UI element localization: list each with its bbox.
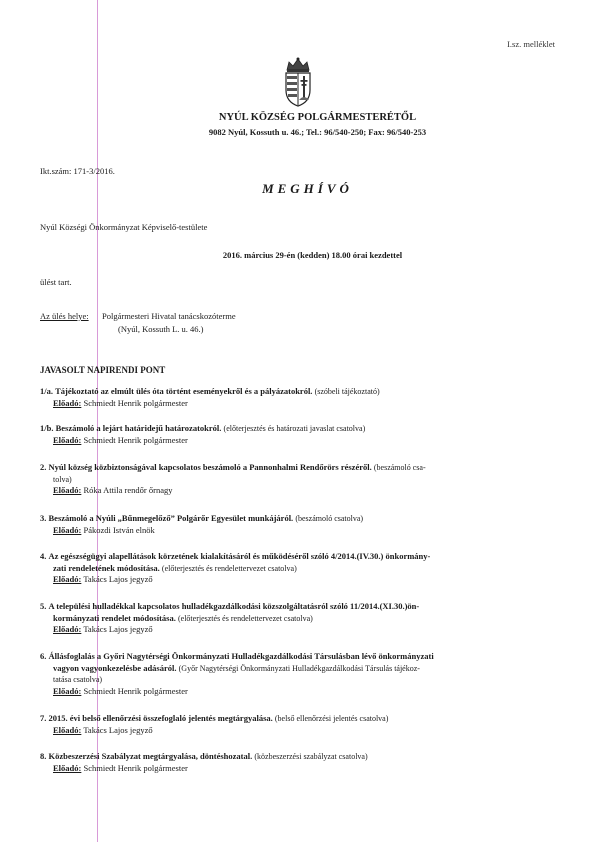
presenter-name: Schmiedt Henrik polgármester xyxy=(83,397,188,408)
item-note-cont: tatása csatolva) xyxy=(53,675,103,684)
agenda-item xyxy=(40,601,560,636)
item-number: 3. xyxy=(40,513,47,523)
item-number: 2. xyxy=(40,462,47,472)
item-note: (beszámoló csa- xyxy=(373,463,426,472)
agenda-item xyxy=(40,462,560,497)
item-note: (előterjesztés és határozati javaslat csatolva) xyxy=(223,424,366,433)
item-title-cont: vagyon vagyonkezelésbe adásáról. xyxy=(53,662,177,673)
item-note: (közbeszerzési szabályzat csatolva) xyxy=(254,752,368,761)
agenda-title: JAVASOLT NAPIRENDI PONT xyxy=(40,365,166,375)
item-title: Tájékoztató az elmúlt ülés óta történt eseményekről és a pályázatokról. xyxy=(55,386,313,396)
presenter-label: Előadó: xyxy=(53,397,82,408)
item-note-cont: tolva) xyxy=(53,474,72,484)
annex-label: I.sz. melléklet xyxy=(507,39,555,49)
presenter-label: Előadó: xyxy=(53,434,82,445)
agenda-item xyxy=(40,651,560,697)
item-title: Az egészségügyi alapellátások körzetének kialakításáról és működéséről szóló 4/2014.(IV.30.) önkormány- xyxy=(48,551,431,561)
item-note: (előterjesztés és rendelettervezet csatolva) xyxy=(161,563,297,573)
presenter-name: Pákozdi István elnök xyxy=(83,524,155,535)
body-line-2: ülést tart. xyxy=(40,277,72,287)
document-title: MEGHÍVÓ xyxy=(262,181,353,196)
agenda-item xyxy=(40,713,560,736)
agenda-item xyxy=(40,513,560,536)
item-number: 6. xyxy=(40,651,47,661)
meeting-date: 2016. március 29-én (kedden) 18.00 órai kezdettel xyxy=(222,250,403,260)
item-title: Beszámoló a lejárt határidejű határozatokról. xyxy=(55,423,222,433)
agenda-item xyxy=(40,751,560,774)
item-title: Beszámoló a Nyúli „Bűnmegelőző” Polgárőr Egyesület munkájáról. xyxy=(48,513,294,523)
item-title-cont: kormányzati rendelet módosítása. xyxy=(53,612,176,623)
item-number: 7. xyxy=(40,713,47,723)
item-note: (Győr Nagytérségi Önkormányzati Hulladékgazdálkodási Társulás tájékoz- xyxy=(178,663,420,673)
item-number: 8. xyxy=(40,751,47,761)
item-title: 2015. évi belső ellenőrzési összefoglaló jelentés megtárgyalása. xyxy=(48,713,273,723)
presenter-label: Előadó: xyxy=(53,624,82,634)
item-number: 5. xyxy=(40,601,47,611)
venue-line-2: (Nyúl, Kossuth L. u. 46.) xyxy=(118,324,204,334)
presenter-label: Előadó: xyxy=(53,724,82,735)
agenda-item xyxy=(40,386,560,409)
item-number: 1/a. xyxy=(40,386,53,396)
presenter-label: Előadó: xyxy=(53,574,82,584)
item-number: 1/b. xyxy=(40,423,54,433)
item-note: (belső ellenőrzési jelentés csatolva) xyxy=(274,714,389,723)
presenter-name: Róka Attila rendőr őrnagy xyxy=(83,485,173,495)
presenter-label: Előadó: xyxy=(53,485,82,495)
agenda-item xyxy=(40,551,560,586)
issuer-address: 9082 Nyúl, Kossuth u. 46.; Tel.: 96/540-250; Fax: 96/540-253 xyxy=(208,127,427,137)
presenter-name: Takács Lajos jegyző xyxy=(83,624,153,634)
venue-line-1: Polgármesteri Hivatal tanácskozóterme xyxy=(102,311,236,321)
issuer-title: NYÚL KÖZSÉG POLGÁRMESTERÉTŐL xyxy=(218,112,417,123)
item-title: Nyúl község közbiztonságával kapcsolatos beszámoló a Pannonhalmi Rendőrörs részéről. xyxy=(48,462,372,472)
presenter-label: Előadó: xyxy=(53,685,82,696)
venue-label: Az ülés helye: xyxy=(40,311,89,321)
agenda-item xyxy=(40,423,560,446)
body-line-1: Nyúl Községi Önkormányzat Képviselő-testülete xyxy=(40,222,208,232)
item-note: (beszámoló csatolva) xyxy=(295,514,364,523)
presenter-name: Schmiedt Henrik polgármester xyxy=(83,685,188,696)
presenter-name: Takács Lajos jegyző xyxy=(83,724,153,735)
reference-number: Ikt.szám: 171-3/2016. xyxy=(40,166,115,176)
item-title: A települési hulladékkal kapcsolatos hulladékgazdálkodási közszolgáltatásról szóló 11/2014.(XI.30.)ön- xyxy=(48,601,420,611)
item-title: Közbeszerzési Szabályzat megtárgyalása, döntéshozatal. xyxy=(48,751,253,761)
item-title-cont: zati rendeletének módosítása. xyxy=(53,562,160,573)
presenter-label: Előadó: xyxy=(53,524,82,535)
item-title: Állásfoglalás a Győri Nagytérségi Önkormányzati Hulladékgazdálkodási Társulásban lévő önkormányzati xyxy=(48,651,434,661)
presenter-name: Takács Lajos jegyző xyxy=(83,574,153,584)
presenter-name: Schmiedt Henrik polgármester xyxy=(83,434,188,445)
item-number: 4. xyxy=(40,551,47,561)
presenter-label: Előadó: xyxy=(53,762,82,773)
coat-of-arms-icon xyxy=(279,56,317,108)
item-note: (előterjesztés és rendelettervezet csatolva) xyxy=(177,613,313,623)
item-note: (szóbeli tájékoztató) xyxy=(314,387,380,396)
presenter-name: Schmiedt Henrik polgármester xyxy=(83,762,188,773)
